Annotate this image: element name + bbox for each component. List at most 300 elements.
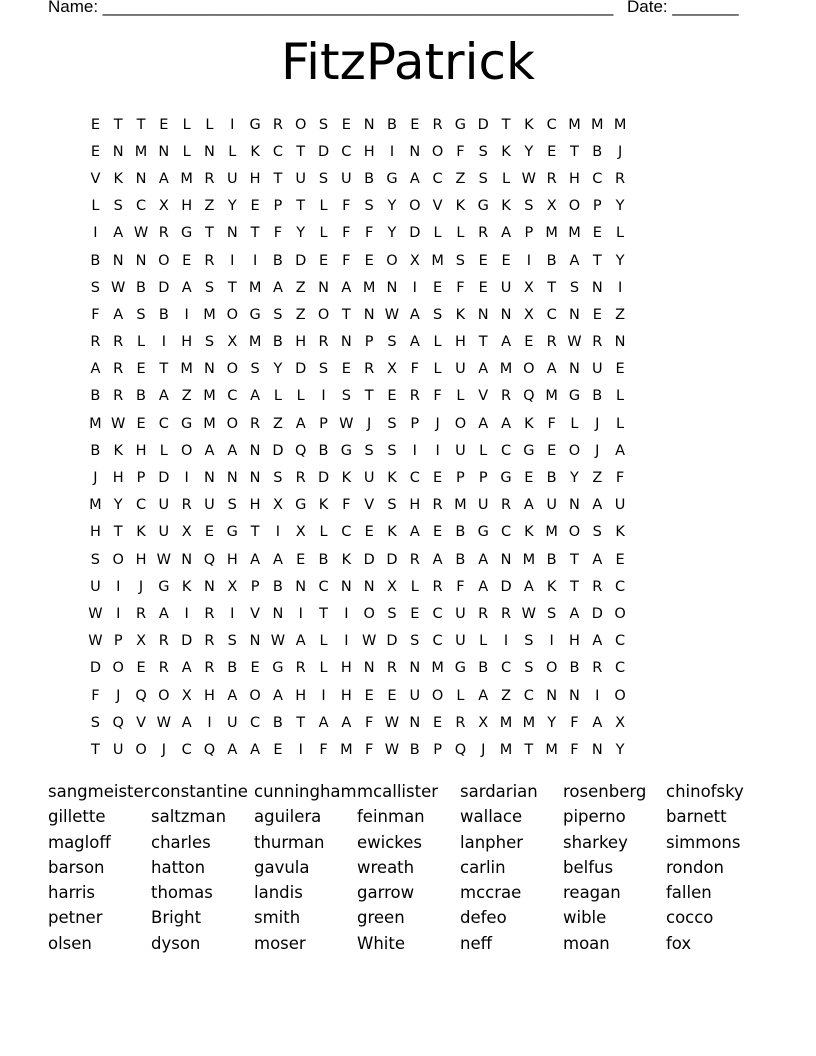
grid-letter: C xyxy=(592,170,603,187)
grid-letter: H xyxy=(135,551,147,568)
grid-letter: S xyxy=(90,551,101,568)
grid-letter: A xyxy=(295,415,306,432)
grid-letter: V xyxy=(90,170,101,187)
grid-letter: O xyxy=(523,361,535,378)
grid-letter: B xyxy=(364,170,375,187)
grid-letter: E xyxy=(318,252,329,269)
grid-letter: X xyxy=(295,524,306,541)
grid-letter: A xyxy=(250,388,261,405)
grid-letter: N xyxy=(249,633,261,650)
grid-letter: Y xyxy=(296,225,306,242)
grid-letter: U xyxy=(455,361,466,378)
grid-letter: D xyxy=(386,633,398,650)
grid-letter: E xyxy=(250,660,260,677)
grid-letter: U xyxy=(90,578,101,595)
grid-letter: C xyxy=(432,633,443,650)
grid-letter: U xyxy=(591,361,603,378)
grid-letter: R xyxy=(250,415,261,432)
grid-letter: Y xyxy=(227,198,237,215)
grid-letter: T xyxy=(570,143,579,160)
word-list-item: hatton xyxy=(151,857,206,877)
grid-letter: Q xyxy=(454,741,467,758)
grid-letter: S xyxy=(318,170,329,187)
grid-letter: R xyxy=(386,660,397,677)
grid-letter: A xyxy=(113,306,124,323)
grid-letter: T xyxy=(90,741,100,758)
grid-row xyxy=(84,546,744,573)
grid-letter: E xyxy=(592,225,602,242)
grid-letter: F xyxy=(456,143,465,160)
grid-letter: C xyxy=(409,470,420,487)
grid-letter: H xyxy=(181,334,193,351)
grid-letter: A xyxy=(295,633,306,650)
grid-letter: M xyxy=(499,714,513,731)
grid-letter: H xyxy=(295,334,307,351)
grid-letter: A xyxy=(501,225,511,242)
grid-letter: T xyxy=(250,225,260,242)
grid-letter: C xyxy=(341,143,352,160)
grid-letter: C xyxy=(227,388,238,405)
grid-letter: C xyxy=(318,578,329,595)
grid-letter: A xyxy=(501,415,511,432)
grid-letter: N xyxy=(135,252,147,269)
grid-letter: A xyxy=(478,415,489,432)
grid-letter: L xyxy=(479,633,488,650)
grid-letter: J xyxy=(161,741,166,758)
grid-letter: N xyxy=(363,306,375,323)
grid-letter: A xyxy=(227,741,238,758)
grid-letter: T xyxy=(524,741,534,758)
grid-letter: O xyxy=(409,198,421,215)
grid-letter: N xyxy=(386,279,398,296)
grid-letter: O xyxy=(112,551,124,568)
grid-letter: I xyxy=(230,116,235,133)
grid-letter: I xyxy=(161,334,166,351)
grid-letter: N xyxy=(477,306,489,323)
grid-letter: D xyxy=(386,551,398,568)
grid-row xyxy=(84,383,744,410)
grid-letter: A xyxy=(478,361,489,378)
grid-letter: M xyxy=(89,415,102,432)
word-list-item: harris xyxy=(48,883,96,903)
grid-letter: H xyxy=(181,198,193,215)
grid-letter: P xyxy=(433,741,442,758)
grid-letter: S xyxy=(592,524,602,541)
grid-letter: W xyxy=(384,306,400,323)
grid-letter: M xyxy=(203,388,216,405)
grid-letter: B xyxy=(272,252,283,269)
grid-letter: K xyxy=(501,198,511,215)
grid-letter: I xyxy=(344,633,349,650)
grid-letter: O xyxy=(226,361,238,378)
grid-letter: K xyxy=(387,524,397,541)
grid-letter: L xyxy=(273,388,282,405)
grid-letter: Z xyxy=(204,198,215,215)
grid-letter: N xyxy=(112,252,124,269)
grid-letter: H xyxy=(249,497,261,514)
grid-letter: O xyxy=(226,306,238,323)
grid-letter: F xyxy=(364,225,374,242)
grid-row xyxy=(84,138,744,165)
grid-letter: C xyxy=(546,116,557,133)
grid-letter: S xyxy=(113,198,123,215)
grid-letter: L xyxy=(433,225,442,242)
grid-letter: P xyxy=(113,633,123,650)
grid-letter: W xyxy=(156,551,172,568)
grid-letter: T xyxy=(341,306,351,323)
word-list-item: lanpher xyxy=(460,832,524,852)
grid-letter: T xyxy=(478,334,488,351)
grid-letter: H xyxy=(249,170,261,187)
grid-letter: N xyxy=(340,334,352,351)
grid-letter: F xyxy=(456,279,465,296)
grid-letter: L xyxy=(616,415,625,432)
grid-letter: L xyxy=(616,388,625,405)
grid-letter: S xyxy=(90,279,101,296)
grid-letter: F xyxy=(410,361,419,378)
grid-letter: A xyxy=(592,714,603,731)
grid-letter: M xyxy=(89,497,102,514)
grid-letter: I xyxy=(344,605,349,622)
grid-letter: Y xyxy=(387,198,397,215)
grid-letter: P xyxy=(364,334,374,351)
grid-letter: I xyxy=(595,687,600,704)
grid-letter: U xyxy=(500,279,512,296)
grid-letter: T xyxy=(319,605,328,622)
grid-letter: I xyxy=(435,442,440,459)
grid-letter: M xyxy=(203,415,216,432)
grid-row xyxy=(84,329,744,356)
grid-letter: S xyxy=(318,116,329,133)
grid-letter: S xyxy=(204,279,215,296)
grid-letter: C xyxy=(272,143,283,160)
grid-letter: E xyxy=(204,524,215,541)
grid-letter: K xyxy=(341,551,352,568)
grid-letter: S xyxy=(455,252,466,269)
grid-letter: W xyxy=(111,415,126,432)
header xyxy=(48,0,748,21)
grid-row xyxy=(84,274,744,301)
grid-letter: V xyxy=(478,388,489,405)
grid-letter: C xyxy=(181,741,192,758)
grid-letter: N xyxy=(204,143,215,160)
grid-letter: U xyxy=(363,470,375,487)
grid-letter: Z xyxy=(501,687,511,704)
grid-letter: R xyxy=(615,170,626,187)
grid-letter: S xyxy=(524,198,534,215)
grid-letter: K xyxy=(341,470,352,487)
grid-letter: F xyxy=(433,388,442,405)
grid-letter: R xyxy=(409,388,420,405)
grid-letter: P xyxy=(456,470,465,487)
grid-letter: D xyxy=(89,660,101,677)
word-list-item: rosenberg xyxy=(563,782,647,801)
grid-letter: L xyxy=(319,633,328,650)
grid-letter: N xyxy=(500,306,512,323)
grid-letter: I xyxy=(93,225,98,242)
grid-letter: A xyxy=(592,497,603,514)
grid-letter: E xyxy=(364,524,374,541)
grid-letter: Z xyxy=(295,306,306,323)
grid-letter: G xyxy=(454,660,467,677)
grid-letter: S xyxy=(432,306,443,323)
grid-letter: E xyxy=(364,687,374,704)
grid-letter: G xyxy=(249,116,261,133)
word-list-item: sangmeister xyxy=(48,782,151,801)
grid-letter: S xyxy=(524,633,534,650)
grid-letter: D xyxy=(409,225,421,242)
grid-letter: K xyxy=(524,415,534,432)
grid-letter: N xyxy=(363,660,375,677)
grid-letter: T xyxy=(113,524,123,541)
grid-letter: O xyxy=(112,660,124,677)
grid-letter: W xyxy=(361,633,377,650)
grid-letter: I xyxy=(321,388,326,405)
word-list-item: wible xyxy=(563,908,607,928)
grid-letter: Z xyxy=(592,470,603,487)
grid-letter: C xyxy=(546,306,557,323)
grid-letter: U xyxy=(341,170,352,187)
grid-letter: S xyxy=(364,198,374,215)
grid-letter: W xyxy=(521,170,537,187)
grid-letter: H xyxy=(112,470,124,487)
grid-letter: E xyxy=(136,415,146,432)
word-list-item: defeo xyxy=(460,908,507,928)
grid-letter: O xyxy=(317,306,330,323)
word-list-item: mcallister xyxy=(357,782,439,801)
grid-letter: O xyxy=(568,524,581,541)
grid-letter: S xyxy=(387,334,397,351)
grid-letter: R xyxy=(478,605,489,622)
grid-letter: M xyxy=(591,116,604,133)
grid-letter: E xyxy=(615,361,625,378)
grid-letter: B xyxy=(592,143,603,160)
grid-letter: N xyxy=(249,442,261,459)
grid-letter: N xyxy=(546,687,558,704)
word-list-item: reagan xyxy=(563,883,621,903)
grid-letter: S xyxy=(387,605,397,622)
grid-letter: G xyxy=(181,415,193,432)
grid-letter: A xyxy=(318,714,329,731)
grid-letter: J xyxy=(93,470,98,487)
word-list-item: moser xyxy=(254,933,306,953)
grid-letter: B xyxy=(318,442,329,459)
grid-letter: A xyxy=(227,442,238,459)
grid-letter: S xyxy=(227,633,237,650)
grid-letter: C xyxy=(500,442,512,459)
grid-letter: A xyxy=(615,442,626,459)
grid-letter: W xyxy=(88,633,103,650)
grid-letter: R xyxy=(500,497,512,514)
grid-letter: S xyxy=(136,306,146,323)
grid-letter: C xyxy=(523,687,534,704)
grid-letter: W xyxy=(111,279,126,296)
grid-letter: R xyxy=(455,714,466,731)
grid-letter: M xyxy=(545,225,558,242)
grid-letter: M xyxy=(248,334,262,351)
grid-letter: A xyxy=(158,605,169,622)
grid-letter: I xyxy=(389,143,395,160)
grid-letter: J xyxy=(367,415,372,432)
grid-letter: A xyxy=(158,170,169,187)
word-list-item: White xyxy=(357,933,405,953)
grid-letter: L xyxy=(456,388,465,405)
word-list-item: thomas xyxy=(151,883,213,903)
grid-letter: Z xyxy=(272,415,283,432)
grid-letter: I xyxy=(116,605,121,622)
word-list-item: simmons xyxy=(666,832,741,852)
grid-letter: Z xyxy=(295,279,306,296)
grid-letter: E xyxy=(364,252,374,269)
grid-letter: D xyxy=(158,470,170,487)
grid-letter: S xyxy=(250,361,260,378)
grid-letter: U xyxy=(226,170,238,187)
grid-letter: L xyxy=(296,388,305,405)
grid-letter: M xyxy=(431,252,444,269)
grid-letter: E xyxy=(410,116,420,133)
grid-letter: U xyxy=(455,605,466,622)
grid-letter: E xyxy=(341,116,351,133)
grid-letter: H xyxy=(454,334,466,351)
grid-letter: F xyxy=(342,252,351,269)
grid-letter: H xyxy=(340,660,352,677)
grid-letter: F xyxy=(91,306,100,323)
grid-letter: S xyxy=(524,660,534,677)
grid-letter: E xyxy=(592,306,602,323)
grid-letter: E xyxy=(387,388,397,405)
grid-letter: K xyxy=(546,578,557,595)
word-list-item: ewickes xyxy=(357,832,423,852)
grid-letter: D xyxy=(500,578,512,595)
grid-letter: V xyxy=(364,497,375,514)
grid-letter: R xyxy=(364,361,375,378)
grid-letter: A xyxy=(592,633,603,650)
grid-letter: A xyxy=(409,170,420,187)
grid-letter: N xyxy=(340,578,352,595)
grid-letter: B xyxy=(272,578,283,595)
grid-letter: N xyxy=(272,605,284,622)
grid-letter: A xyxy=(227,687,238,704)
grid-letter: J xyxy=(481,741,486,758)
grid-letter: Q xyxy=(203,741,216,758)
grid-letter: E xyxy=(410,605,420,622)
grid-letter: C xyxy=(432,170,443,187)
grid-letter: M xyxy=(613,116,627,133)
grid-letter: E xyxy=(524,334,534,351)
grid-letter: M xyxy=(134,143,148,160)
grid-letter: T xyxy=(227,279,237,296)
grid-letter: E xyxy=(90,116,100,133)
grid-letter: A xyxy=(341,279,352,296)
grid-letter: X xyxy=(181,524,192,541)
grid-letter: F xyxy=(91,687,100,704)
grid-letter: L xyxy=(501,170,511,187)
grid-letter: T xyxy=(570,578,579,595)
grid-letter: I xyxy=(412,442,417,459)
grid-letter: H xyxy=(89,524,101,541)
grid-letter: D xyxy=(477,116,489,133)
grid-row xyxy=(84,736,744,763)
grid-letter: S xyxy=(227,497,237,514)
grid-letter: S xyxy=(204,334,215,351)
grid-letter: I xyxy=(503,633,509,650)
word-list-item: moan xyxy=(563,933,610,953)
grid-letter: N xyxy=(409,714,421,731)
grid-letter: C xyxy=(615,633,626,650)
grid-letter: L xyxy=(319,660,328,677)
grid-letter: R xyxy=(135,605,147,622)
grid-letter: F xyxy=(456,578,465,595)
grid-letter: T xyxy=(570,551,579,568)
word-list-item: fallen xyxy=(666,883,712,903)
grid-letter: S xyxy=(273,470,283,487)
grid-letter: U xyxy=(455,442,466,459)
grid-letter: F xyxy=(342,198,351,215)
grid-letter: T xyxy=(273,170,283,187)
grid-letter: B xyxy=(455,551,466,568)
grid-letter: X xyxy=(227,578,238,595)
grid-letter: M xyxy=(454,497,467,514)
grid-letter: N xyxy=(181,551,193,568)
word-list-item: olsen xyxy=(48,933,92,953)
word-list-item: belfus xyxy=(563,857,614,877)
grid-letter: E xyxy=(182,252,192,269)
grid-letter: I xyxy=(252,252,258,269)
word-list-item: green xyxy=(357,908,405,928)
grid-letter: M xyxy=(568,225,581,242)
grid-letter: W xyxy=(384,714,400,731)
name-field-label: Name: ______________________________________________________ xyxy=(48,0,614,16)
grid-letter: B xyxy=(90,252,101,269)
grid-letter: R xyxy=(295,470,306,487)
grid-letter: R xyxy=(113,334,124,351)
grid-letter: E xyxy=(501,252,511,269)
grid-letter: H xyxy=(295,687,307,704)
grid-letter: R xyxy=(592,334,603,351)
grid-letter: O xyxy=(158,687,170,704)
grid-letter: E xyxy=(478,279,488,296)
grid-letter: D xyxy=(295,361,307,378)
word-list-item: fox xyxy=(666,933,692,953)
grid-letter: U xyxy=(409,687,421,704)
grid-letter: X xyxy=(227,334,238,351)
grid-letter: P xyxy=(478,470,488,487)
grid-letter: F xyxy=(319,741,328,758)
grid-letter: N xyxy=(226,225,238,242)
grid-letter: A xyxy=(272,687,283,704)
grid-row xyxy=(84,111,744,138)
grid-letter: B xyxy=(272,334,283,351)
grid-row xyxy=(84,247,744,274)
grid-letter: W xyxy=(133,225,149,242)
grid-letter: G xyxy=(386,170,398,187)
grid-letter: L xyxy=(433,334,442,351)
grid-letter: L xyxy=(433,361,442,378)
grid-letter: R xyxy=(204,633,215,650)
grid-letter: B xyxy=(478,660,489,677)
grid-letter: U xyxy=(112,741,124,758)
grid-letter: O xyxy=(614,687,626,704)
grid-letter: C xyxy=(500,660,512,677)
grid-letter: K xyxy=(113,442,123,459)
grid-letter: B xyxy=(546,551,557,568)
grid-letter: X xyxy=(136,633,146,650)
grid-letter: R xyxy=(318,334,329,351)
grid-letter: T xyxy=(364,388,374,405)
grid-letter: E xyxy=(478,252,488,269)
grid-letter: I xyxy=(617,279,623,296)
grid-letter: S xyxy=(478,170,488,187)
